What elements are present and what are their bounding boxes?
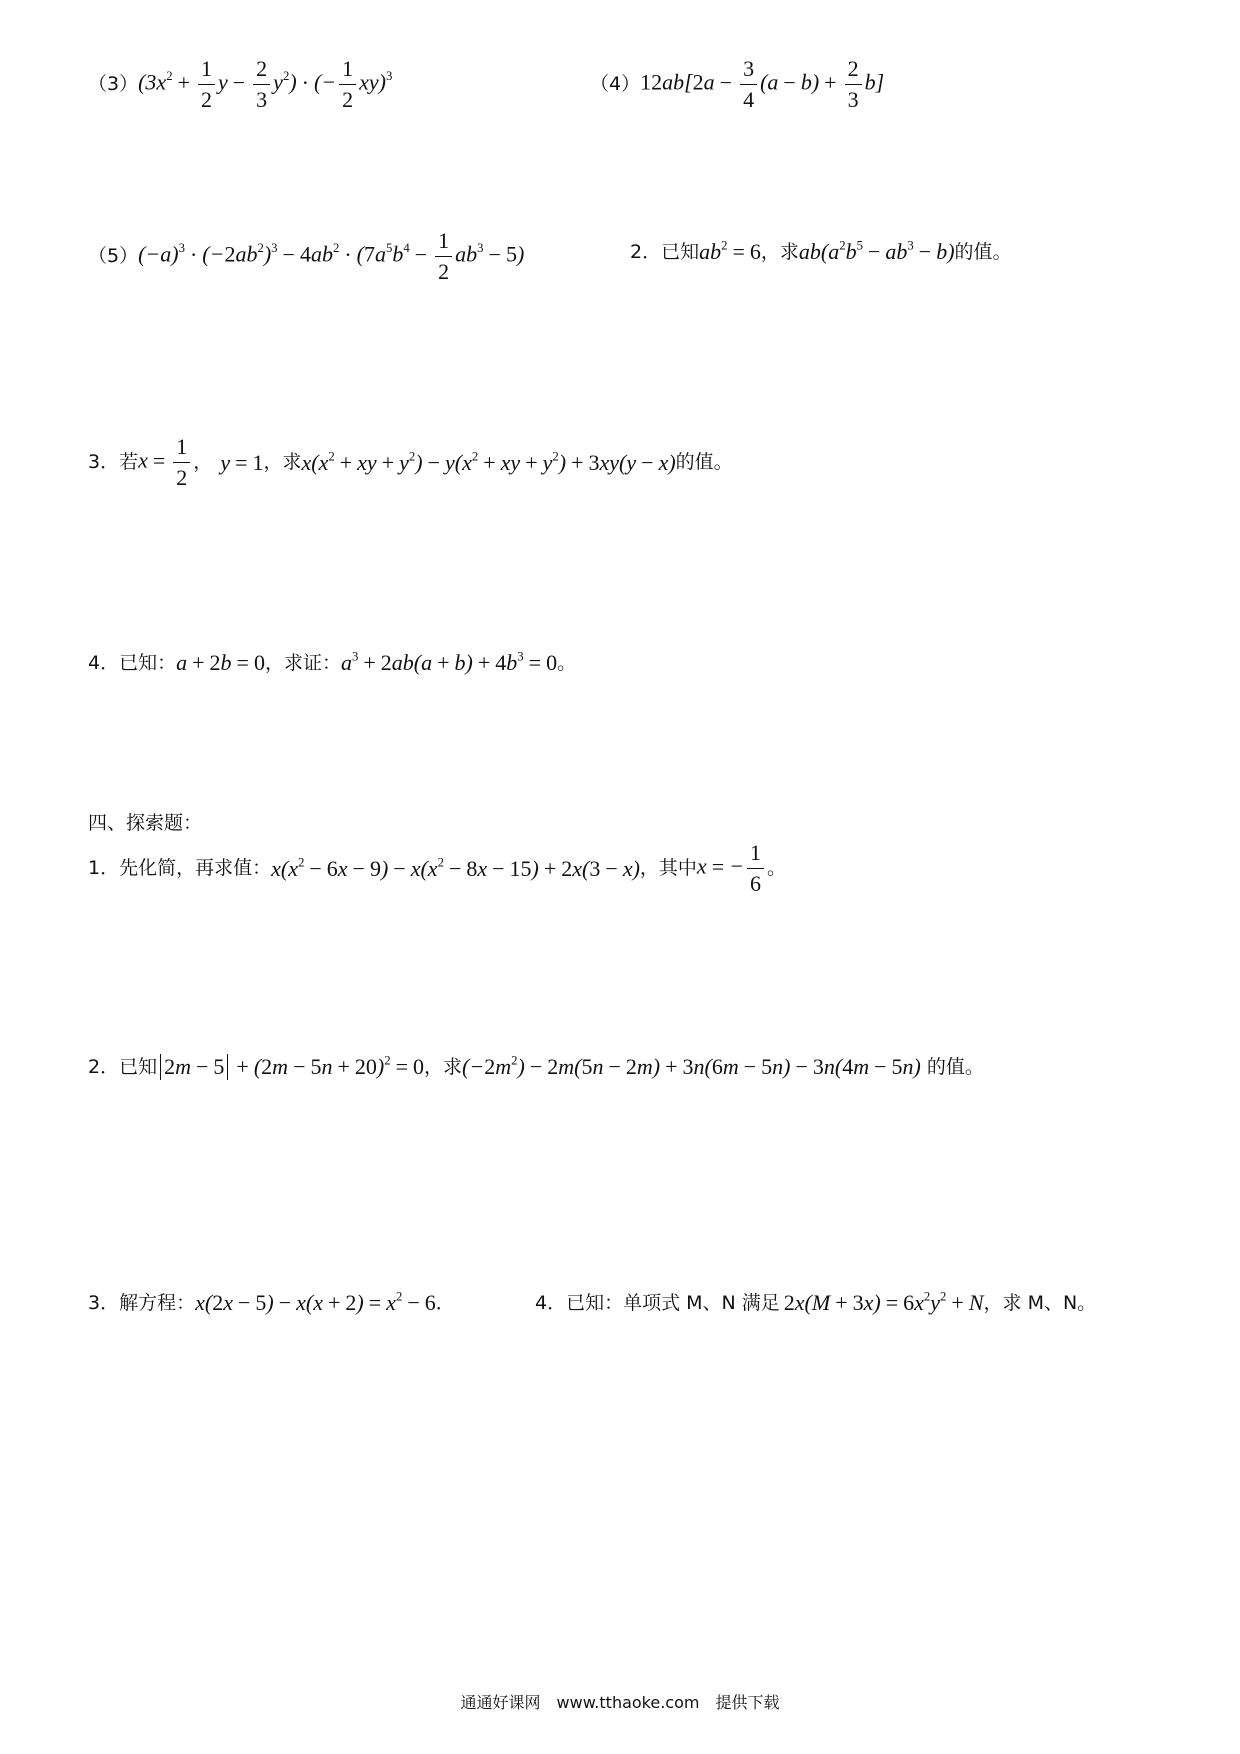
- question-2-given: $ab^2 = 6$: [699, 238, 761, 264]
- s4-q1-mid: ，其中: [639, 857, 697, 879]
- s4-q3-suffix: ．: [435, 1291, 455, 1314]
- problem-5: [88, 230, 524, 283]
- question-4-number: 4．: [88, 651, 120, 674]
- s4-q2-expression: $(-2m^2) - 2m(5n - 2m) + 3n(6m - 5n) - 3n(4m - 5n)$: [462, 1053, 921, 1079]
- s4-q2-prefix: 已知: [119, 1055, 158, 1078]
- fraction: $\frac{3}{4}$: [740, 58, 757, 111]
- question-2-number: 2．: [630, 240, 662, 263]
- fraction: $\frac{2}{3}$: [845, 58, 862, 111]
- s4-q1-expression: $x(x^2 - 6x - 9) - x(x^2 - 8x - 15) + 2x(3 - x)$: [271, 854, 640, 881]
- problem-4: [590, 58, 884, 111]
- question-2-prefix: 已知: [661, 240, 700, 263]
- problem-5-label: （5）: [88, 245, 139, 267]
- s4-q1-suffix: 。: [766, 857, 786, 879]
- s4-q3-number: 3．: [88, 1291, 120, 1314]
- fraction: $\frac{1}{2}$: [435, 230, 452, 283]
- fraction: $\frac{1}{6}$: [747, 842, 764, 895]
- s4-q2-number: 2．: [88, 1055, 120, 1078]
- s4-q4-number: 4．: [535, 1291, 567, 1314]
- question-4-suffix: 。: [557, 651, 577, 674]
- s4-q4-mid: ，求 M、N。: [983, 1291, 1097, 1314]
- section-4-question-1: [88, 842, 786, 895]
- question-3-expression: $x(x^2$ + xy + $y^2) - y(x^2$ + xy + $y^2) + 3xy(y - x)$: [301, 448, 676, 475]
- section-4-question-4: [535, 1289, 1097, 1315]
- s4-q3-equation: $x(2x - 5) - x(x + 2) = x^2 - 6$: [195, 1289, 436, 1315]
- section-4-heading-text: 四、探索题：: [88, 812, 203, 834]
- s4-q1-prefix: 先化简，再求值：: [119, 857, 272, 879]
- s4-q4-equation: $2x(M + 3x) = 6x^2y^2 + N$: [783, 1289, 984, 1315]
- question-3-comma: ，: [193, 451, 213, 473]
- question-4: [88, 649, 577, 675]
- question-3-number: 3．: [88, 451, 120, 473]
- fraction: $\frac{1}{2}$: [173, 436, 190, 489]
- page-footer: 通通好课网 www.tthaoke.com 提供下载: [460, 1693, 780, 1712]
- question-3-suffix: 的值。: [675, 451, 733, 473]
- s4-q1-given: x = − $\frac{1}{6}$: [697, 842, 767, 895]
- section-4-heading: [88, 814, 202, 833]
- question-2-suffix: 的值。: [954, 240, 1012, 263]
- problem-5-expression: $(-a)^3 \cdot (-2ab^2)^3 - 4ab^2 \cdot (7a^5b^4$ − $\frac{1}{2}$ $ab^3 - 5$): [138, 228, 525, 284]
- question-4-prefix: 已知：: [119, 651, 177, 674]
- problem-3: [88, 58, 392, 111]
- question-2: [630, 238, 1012, 264]
- s4-q3-prefix: 解方程：: [119, 1291, 196, 1314]
- fraction: $\frac{2}{3}$: [253, 58, 270, 111]
- problem-4-expression: 12ab[2a − $\frac{3}{4}$ (a − b) + $\frac{2}{3}$ b]: [640, 56, 885, 112]
- s4-q1-number: 1．: [88, 857, 120, 879]
- problem-4-label: （4）: [590, 73, 641, 95]
- section-4-question-3: [88, 1289, 455, 1315]
- s4-q2-condition: $2m - 5 + (2m - 5n + 20)^2 = 0$: [157, 1054, 424, 1080]
- question-2-expression: $ab(a^2b^5 - ab^3 - b)$: [798, 238, 955, 264]
- question-4-mid: ，求证：: [264, 651, 341, 674]
- question-3-given-y: y = 1: [220, 449, 264, 475]
- section-4-question-2: [88, 1054, 984, 1080]
- question-4-given: a + 2b = 0: [176, 650, 265, 675]
- question-3-mid: ，求: [263, 451, 302, 473]
- s4-q4-prefix: 已知：单项式 M、N 满足: [566, 1291, 780, 1314]
- question-2-mid: ，求: [760, 240, 799, 263]
- problem-3-label: （3）: [88, 73, 139, 95]
- fraction: $\frac{1}{2}$: [198, 58, 215, 111]
- question-3-prefix: 若: [119, 451, 139, 473]
- question-4-expression: $a^3 + 2ab(a + b) + 4b^3 = 0$: [340, 649, 558, 675]
- question-3: [88, 436, 733, 489]
- s4-q2-mid: ，求: [424, 1055, 463, 1078]
- question-3-given-x: x = $\frac{1}{2}$: [138, 436, 193, 489]
- fraction: $\frac{1}{2}$: [339, 58, 356, 111]
- problem-3-expression: ($3x^2$ + $\frac{1}{2}$ y − $\frac{2}{3}$ $y^2$) · (− $\frac{1}{2}$ xy)$^3$: [138, 56, 393, 112]
- s4-q2-suffix: 的值。: [926, 1055, 984, 1078]
